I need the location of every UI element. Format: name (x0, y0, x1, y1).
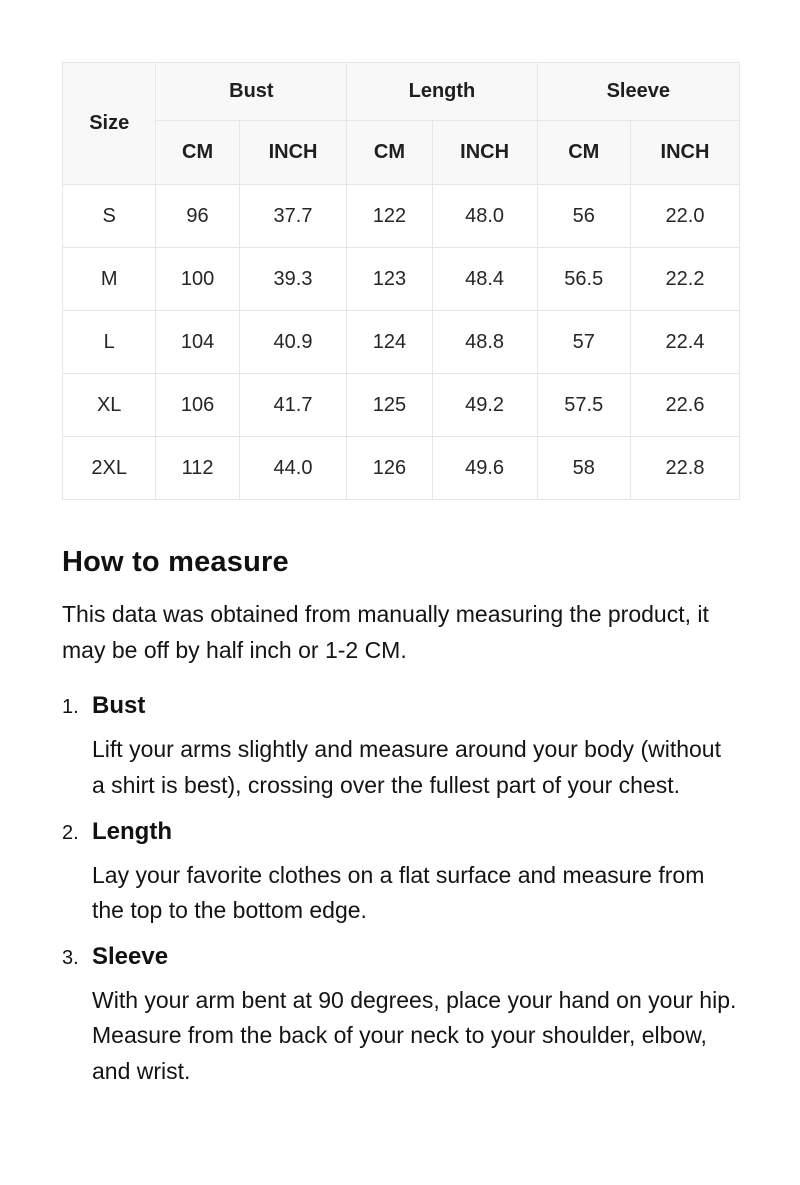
value-cell: 126 (347, 437, 432, 500)
table-row (63, 185, 740, 248)
value-cell: 124 (347, 311, 432, 374)
value-cell: 96 (156, 185, 239, 248)
value-cell: 112 (156, 437, 239, 500)
unit-header-length-inch: INCH (432, 121, 537, 185)
unit-header-bust-inch: INCH (239, 121, 347, 185)
value-cell: 22.2 (630, 248, 739, 311)
step-title-length: Length (92, 817, 172, 845)
list-item (62, 943, 740, 1090)
value-cell: 22.8 (630, 437, 739, 500)
how-to-measure-heading: How to measure (62, 546, 289, 578)
table-row (63, 248, 740, 311)
value-cell: 49.2 (432, 374, 537, 437)
size-cell: XL (63, 374, 156, 437)
column-header-sleeve: Sleeve (537, 63, 739, 121)
table-row (63, 437, 740, 500)
column-header-size: Size (63, 63, 156, 185)
step-title-sleeve: Sleeve (92, 942, 169, 970)
table-row (63, 311, 740, 374)
value-cell: 48.0 (432, 185, 537, 248)
value-cell: 57 (537, 311, 630, 374)
list-item (62, 692, 740, 803)
unit-header-length-cm: CM (347, 121, 432, 185)
column-header-length: Length (347, 63, 537, 121)
value-cell: 22.4 (630, 311, 739, 374)
value-cell: 40.9 (239, 311, 347, 374)
value-cell: 41.7 (239, 374, 347, 437)
value-cell: 22.0 (630, 185, 739, 248)
value-cell: 100 (156, 248, 239, 311)
value-cell: 48.4 (432, 248, 537, 311)
step-description-bust: Lift your arms slightly and measure around your body (without a shirt is best), crossing over the fullest part of your chest. (92, 736, 721, 798)
size-cell: 2XL (63, 437, 156, 500)
value-cell: 49.6 (432, 437, 537, 500)
value-cell: 48.8 (432, 311, 537, 374)
table-row (63, 374, 740, 437)
column-header-bust: Bust (156, 63, 347, 121)
value-cell: 56 (537, 185, 630, 248)
unit-header-sleeve-cm: CM (537, 121, 630, 185)
step-number: 3. (62, 946, 79, 969)
value-cell: 22.6 (630, 374, 739, 437)
size-chart-table (62, 62, 740, 500)
value-cell: 123 (347, 248, 432, 311)
step-number: 1. (62, 696, 79, 719)
value-cell: 104 (156, 311, 239, 374)
value-cell: 57.5 (537, 374, 630, 437)
value-cell: 39.3 (239, 248, 347, 311)
list-item (62, 818, 740, 929)
value-cell: 106 (156, 374, 239, 437)
value-cell: 122 (347, 185, 432, 248)
value-cell: 58 (537, 437, 630, 500)
table-group-header-row (63, 63, 740, 121)
size-cell: M (63, 248, 156, 311)
step-description-sleeve: With your arm bent at 90 degrees, place your hand on your hip. Measure from the back of your neck to your shoulder, elbow, and wrist. (92, 986, 737, 1085)
value-cell: 56.5 (537, 248, 630, 311)
unit-header-sleeve-inch: INCH (630, 121, 739, 185)
size-cell: L (63, 311, 156, 374)
step-title-bust: Bust (92, 692, 146, 720)
value-cell: 125 (347, 374, 432, 437)
size-cell: S (63, 185, 156, 248)
unit-header-bust-cm: CM (156, 121, 239, 185)
table-unit-header-row (63, 121, 740, 185)
measure-steps-list (62, 692, 740, 1089)
measure-intro-text: This data was obtained from manually measuring the product, it may be off by half inch or 1-2 CM. (62, 601, 709, 663)
step-number: 2. (62, 821, 79, 844)
value-cell: 44.0 (239, 437, 347, 500)
step-description-length: Lay your favorite clothes on a flat surface and measure from the top to the bottom edge. (92, 861, 705, 924)
value-cell: 37.7 (239, 185, 347, 248)
